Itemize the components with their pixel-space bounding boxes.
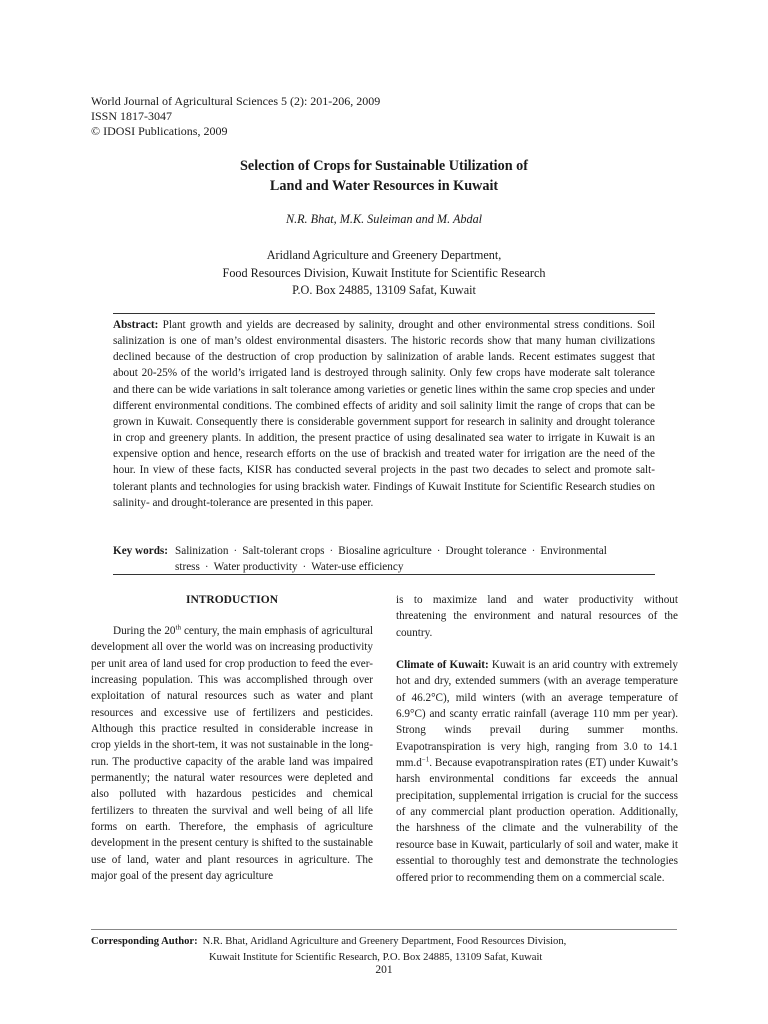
- keywords-line-2: [113, 559, 655, 575]
- corresponding-author-line-1: N.R. Bhat, Aridland Agriculture and Greenery Department, Food Resources Division,: [202, 936, 567, 947]
- keyword-separator: ·: [329, 545, 334, 557]
- corresponding-author: [91, 934, 566, 965]
- journal-info: [91, 94, 380, 139]
- corresponding-author-label: Corresponding Author:: [91, 936, 198, 947]
- authors: N.R. Bhat, M.K. Suleiman and M. Abdal: [285, 212, 483, 226]
- intro-text-start: During the 20: [113, 625, 176, 637]
- climate-paragraph: [396, 657, 678, 886]
- keyword: Drought tolerance: [445, 545, 527, 557]
- keyword-separator: ·: [204, 561, 209, 573]
- keywords-line-1: [175, 543, 607, 559]
- journal-copyright: © IDOSI Publications, 2009: [91, 124, 228, 138]
- affiliation-line-1: Aridland Agriculture and Greenery Department,: [266, 248, 502, 262]
- footnote-rule: [91, 929, 677, 930]
- keyword: Salinization: [175, 545, 229, 557]
- introduction-heading: INTRODUCTION: [185, 594, 278, 606]
- right-column: [396, 592, 678, 886]
- abstract: [113, 317, 655, 511]
- introduction-paragraph-continued: is to maximize land and water productivity without threatening the environment and natural resources of the country.: [396, 594, 678, 639]
- abstract-top-rule: [113, 313, 655, 314]
- climate-text-a: Kuwait is an arid country with extremely hot and dry, extended summers (with an average temperature of 46.2°C), mild winters (with an average temperature of 6.9°C) and scanty erratic rainfall (average 110 mm per year). Strong winds prevail during summer months. Evapotranspiration is very high, ranging from 3.0 to 14.1 mm.d: [396, 659, 678, 770]
- affiliation: [0, 247, 768, 300]
- page-number: 201: [375, 964, 393, 976]
- keyword: Biosaline agriculture: [338, 545, 432, 557]
- affiliation-line-3: P.O. Box 24885, 13109 Safat, Kuwait: [292, 283, 476, 297]
- keyword-separator: ·: [302, 561, 307, 573]
- keyword-separator: ·: [233, 545, 238, 557]
- keywords-bottom-rule: [113, 574, 655, 575]
- keyword-separator: ·: [531, 545, 536, 557]
- affiliation-line-2: Food Resources Division, Kuwait Institute for Scientific Research: [222, 265, 546, 280]
- intro-superscript: th: [175, 623, 181, 632]
- paper-title: [0, 156, 768, 196]
- keyword: stress: [175, 561, 200, 573]
- keyword: Water productivity: [213, 561, 298, 573]
- corresponding-author-line-2: Kuwait Institute for Scientific Research, P.O. Box 24885, 13109 Safat, Kuwait: [209, 951, 543, 963]
- climate-text-b: . Because evapotranspiration rates (ET) under Kuwait’s harsh environmental conditions far exceeds the annual precipitation, supplemental irrigation is crucial for the success of any commercial plant production operation. Additionally, the harshness of the climate and the vulnerability of the resource base in Kuwait, particularly of soil and water, make it essential to thoroughly test and demonstrate the technologies offered prior to recommending them on a commercial scale.: [396, 757, 678, 884]
- climate-superscript: −1: [421, 755, 430, 764]
- title-line-1: Selection of Crops for Sustainable Utilization of: [240, 158, 528, 174]
- introduction-paragraph: [91, 623, 373, 885]
- title-line-2: Land and Water Resources in Kuwait: [269, 178, 499, 194]
- climate-label: Climate of Kuwait:: [396, 659, 489, 672]
- keyword: Water-use efficiency: [311, 561, 404, 573]
- keywords-label: Key words:: [113, 545, 168, 557]
- keyword: Salt-tolerant crops: [242, 545, 325, 557]
- abstract-text: Plant growth and yields are decreased by salinity, drought and other environmental stress conditions. Soil salinization is one of man’s oldest environmental disasters. The historic records show that many human civilizations declined because of the destruction of crop production by salinization of arable lands. Recent estimates suggest that about 20-25% of the world’s irrigated land is destroyed through salinity. Only few crops have moderate salt tolerance and there can be wide variations in salt tolerance among varieties or genetic lines within the same crop species and under different environmental conditions. The combined effects of aridity and soil salinity limit the range of crops that can be grown in Kuwait. Consequently there is considerable government support for research in salinity and drought tolerance in crop and greenery plants. In addition, the present practice of using desalinated sea water to irrigate in Kuwait is an expensive option and hence, research efforts on the use of brackish and treated water for irrigation are the need of the hour. In view of these facts, KISR has conducted several projects in the past two decades to select and promote salt-tolerant plants and technologies for using brackish water. Findings of Kuwait Institute for Scientific Research studies on salinity- and drought-tolerance are presented in this paper.: [113, 319, 656, 509]
- journal-citation: World Journal of Agricultural Sciences 5 (2): 201-206, 2009: [91, 94, 381, 108]
- keyword-separator: ·: [436, 545, 441, 557]
- abstract-label: Abstract:: [113, 319, 159, 331]
- keywords: [113, 543, 655, 575]
- left-column: [91, 592, 373, 885]
- keyword: Environmental: [540, 545, 607, 557]
- journal-issn: ISSN 1817-3047: [91, 109, 173, 123]
- intro-text-body: century, the main emphasis of agricultural development all over the world was on increasing productivity per unit area of land used for crop production to feed the ever-increasing population. This was accomplished through over exploitation of natural resources such as water and plant resources and excessive use of fertilizers and pesticides. Although this practice resulted in considerable increase in crop yields in the short-tem, it was not sustainable in the long-run. The productive capacity of the arable land was impaired permanently; the natural water resources were depleted and also polluted with hazardous pesticides and chemical fertilizers to threaten the survival and well being of all life forms on earth. Therefore, the emphasis of agriculture development in the present century is shifted to the sustainable use of land, water and plant resources in agriculture. The major goal of the present day agriculture: [91, 625, 373, 883]
